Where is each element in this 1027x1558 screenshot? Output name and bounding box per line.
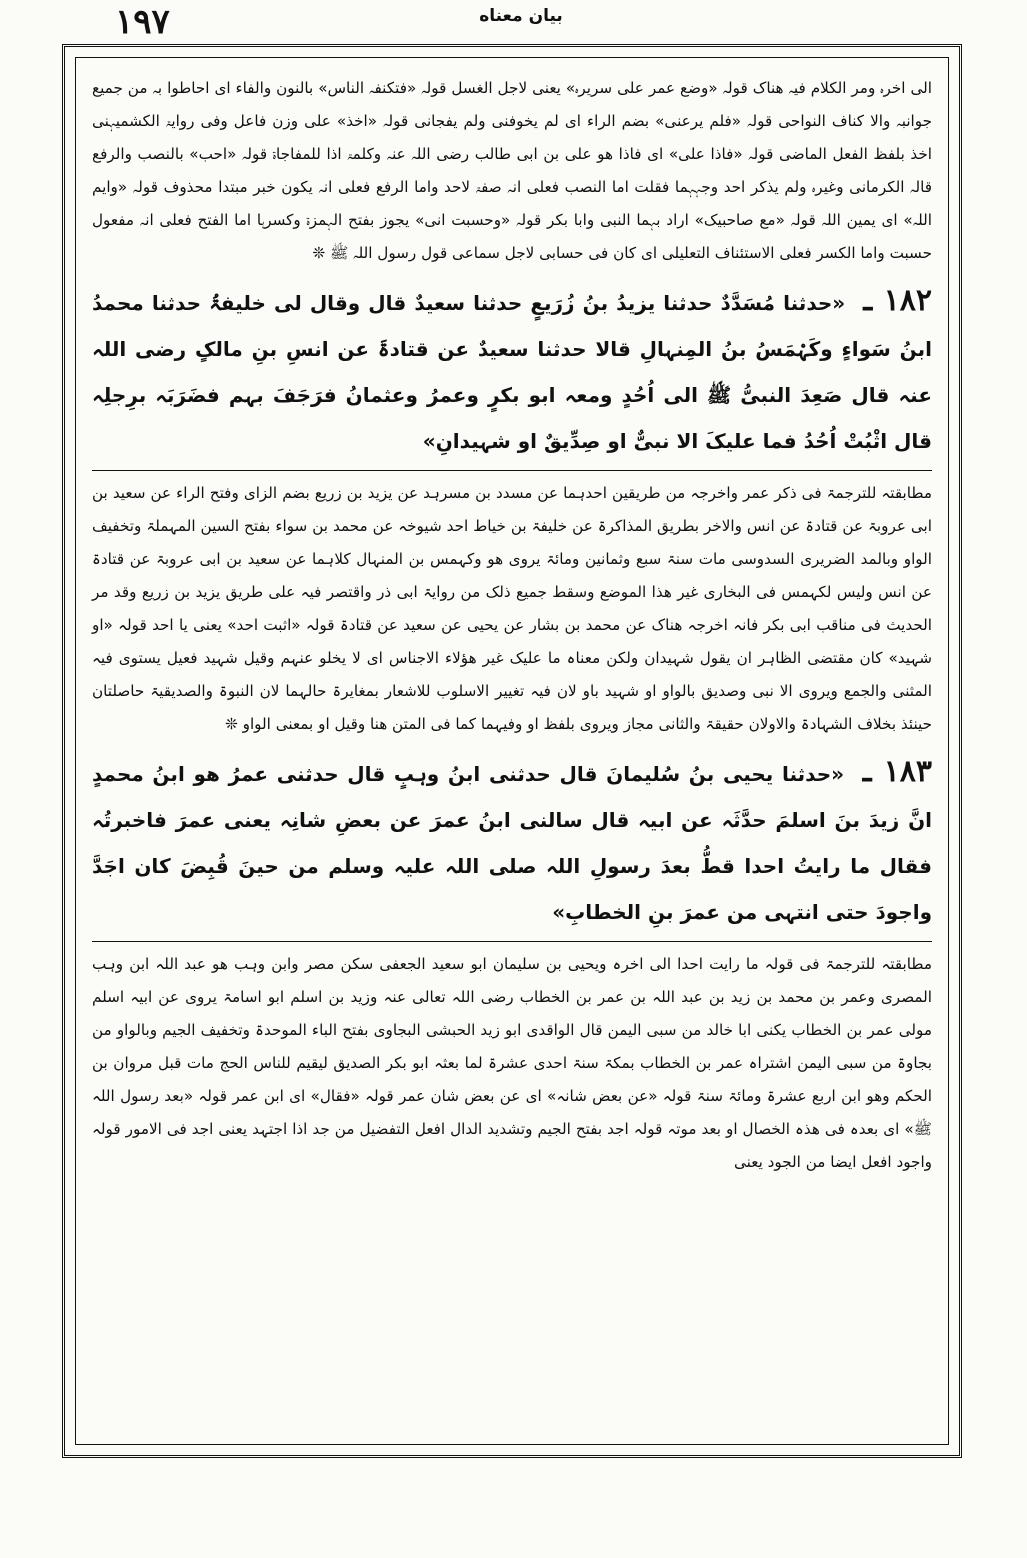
hadith-text (92, 749, 932, 935)
page-number: ١٩٧ (115, 2, 170, 42)
section-divider (92, 941, 932, 942)
section-divider (92, 470, 932, 471)
hadith-text (92, 278, 932, 464)
hadith-block (92, 749, 932, 935)
page-frame (62, 44, 962, 1458)
hadith-body: «حدثنا یحیی بنُ سُلیمانَ قال حدثنی ابنُ وہبٍ قال حدثنی عمرُ ھو ابنُ محمدٍ انَّ زیدَ بنَ اسلمَ حدَّثَہ عن ابیہ قال سالنی ابنُ عمرَ عن بعضِ شانِہ یعنی عمرَ فاخبرتُہ فقال ما رایتُ احدا قطُّ بعدَ رسولِ اللہ صلی اللہ علیہ وسلم من حینَ قُبِضَ کان اجَدَّ واجودَ حتی انتہی من عمرَ بنِ الخطابِ» (92, 762, 932, 924)
commentary-paragraph: مطابقتہ للترجمۃ فی ذکر عمر واخرجہ من طریقین احدہما عن مسدد بن مسرہد عن یزید بن زریع بضم الزای وفتح الراء عن سعید بن ابی عروبۃ عن قتادۃ عن انس والاخر بطریق المذاکرۃ عن خلیفۃ بن خیاط احد شیوخہ عن محمد بن سواء بفتح السین المہملۃ وتخفیف الواو وبالمد الضریری السدوسی مات سنۃ سبع وثمانین ومائۃ یروی ھو وکہمس بن المنہال کلاہما عن سعید بن ابی عروبۃ عن قتادۃ عن انس ولیس لکہمس فی البخاری غیر ھذا الموضع وسقط جمیع ذلک من روایۃ ابی ذر واقتصر فیہ علی طریق یزید بن زریع وقد مر الحدیث فی مناقب ابی بکر فانہ اخرجہ ھناک عن محمد بن بشار عن یحیی عن سعید عن قتادۃ قولہ «اثبت احد» یعنی یا احد قولہ «او شہید» کان مقتضی الظاہر ان یقول شہیدان ولکن معناہ ما علیک غیر ھؤلاء الاجناس ای لا یخلو عنہم وقیل شہید فعیل یستوی فیہ المثنی والجمع ویروی الا نبی وصدیق بالواو او شہید باو لان فیہ تغییر الاسلوب للاشعار بمغایرۃ حالہما لان النبوۃ والصدیقیۃ حاصلتان حینئذ بخلاف الشہادۃ والاولان حقیقۃ والثانی مجاز ویروی بلفظ او وفیہما کما فی المتن ھنا وقیل او بمعنی الواو ❊ (92, 484, 932, 733)
commentary-paragraph: مطابقتہ للترجمۃ فی قولہ ما رایت احدا الی اخرہ ویحیی بن سلیمان ابو سعید الجعفی سکن مصر وابن وہب ھو عبد اللہ ابن وہب المصری وعمر بن محمد بن زید بن عبد اللہ بن عمر بن الخطاب رضی اللہ تعالی عنہ وزید بن اسلم ابو اسامۃ یروی عن ابیہ اسلم مولی عمر بن الخطاب یکنی ابا خالد من سبی الیمن قال الواقدی ابو زید الحبشی البجاوی بفتح الباء الموحدۃ وتخفیف الجیم وبالواو من بجاوۃ من سبی الیمن اشتراہ عمر بن الخطاب بمکۃ سنۃ احدی عشرۃ لما بعثہ ابو بکر الصدیق لیقیم للناس الحج مات قبل مروان بن الحکم وھو ابن اربع عشرۃ ومائۃ سنۃ قولہ «عن بعض شانہ» ای عن بعض شان عمر قولہ «فقال» ای ابن عمر قولہ «بعد رسول اللہ ﷺ» ای بعدہ فی ھذہ الخصال او بعد موتہ قولہ اجد بفتح الجیم وتشدید الدال افعل التفضیل من جد اذا اجتہد یعنی اجد فی الامور قولہ واجود افعل ایضا من الجود یعنی (92, 955, 932, 1171)
running-title: بیان معناه (479, 6, 563, 26)
text-body (75, 57, 949, 1445)
hadith-number: ١٨٢ ـ (863, 283, 933, 318)
page-header (60, 0, 982, 44)
commentary-paragraph: الی اخرہ ومر الکلام فیہ ھناک قولہ «وضع عمر علی سریرہ» یعنی لاجل الغسل قولہ «فتکنفہ الناس» بالنون والفاء ای احاطوا بہ من جمیع جوانبہ والا کناف النواحی قولہ «فلم یرعنی» بضم الراء ای لم یخوفنی ولم یفجانی قولہ «اخذ» علی وزن فاعل وفی روایۃ الکشمیہنی اخذ بلفظ الفعل الماضی قولہ «فاذا علی» ای فاذا ھو علی بن ابی طالب رضی اللہ عنہ وکلمۃ اذا للمفاجاۃ قولہ «احب» بالنصب والرفع قالہ الکرمانی وغیرہ ولم یذکر احد وجہہما فقلت اما النصب فعلی انہ صفۃ لاحد واما الرفع فعلی انہ یکون خبر مبتدا محذوف قولہ «وایم اللہ» ای یمین اللہ قولہ «مع صاحبیک» اراد بہما النبی وابا بکر قولہ «وحسبت انی» یجوز بفتح الہمزۃ وکسرہا اما الفتح فعلی انہ مفعول حسبت واما الکسر فعلی الاستئناف التعلیلی ای کان فی حسابی لاجل سماعی قول رسول اللہ ﷺ ❊ (92, 79, 932, 262)
hadith-block (92, 278, 932, 464)
hadith-number: ١٨٣ ـ (862, 754, 933, 789)
hadith-body: «حدثنا مُسَدَّدٌ حدثنا یزیدُ بنُ زُرَیعٍ حدثنا سعیدٌ قال وقال لی خلیفۃُ حدثنا محمدُ ابنُ سَواءٍ وکَہْمَسُ بنُ المِنہالِ قالا حدثنا سعیدٌ عن قتادۃَ عن انسِ بنِ مالکٍ رضی اللہ عنہ قال صَعِدَ النبیُّ ﷺ الی اُحُدٍ ومعہ ابو بکرٍ وعمرُ وعثمانُ فرَجَفَ بہم فضَرَبَہ برِجلِہ قال اثْبُتْ اُحُدُ فما علیکَ الا نبیٌّ او صِدِّیقٌ او شہیدانِ» (92, 291, 932, 453)
